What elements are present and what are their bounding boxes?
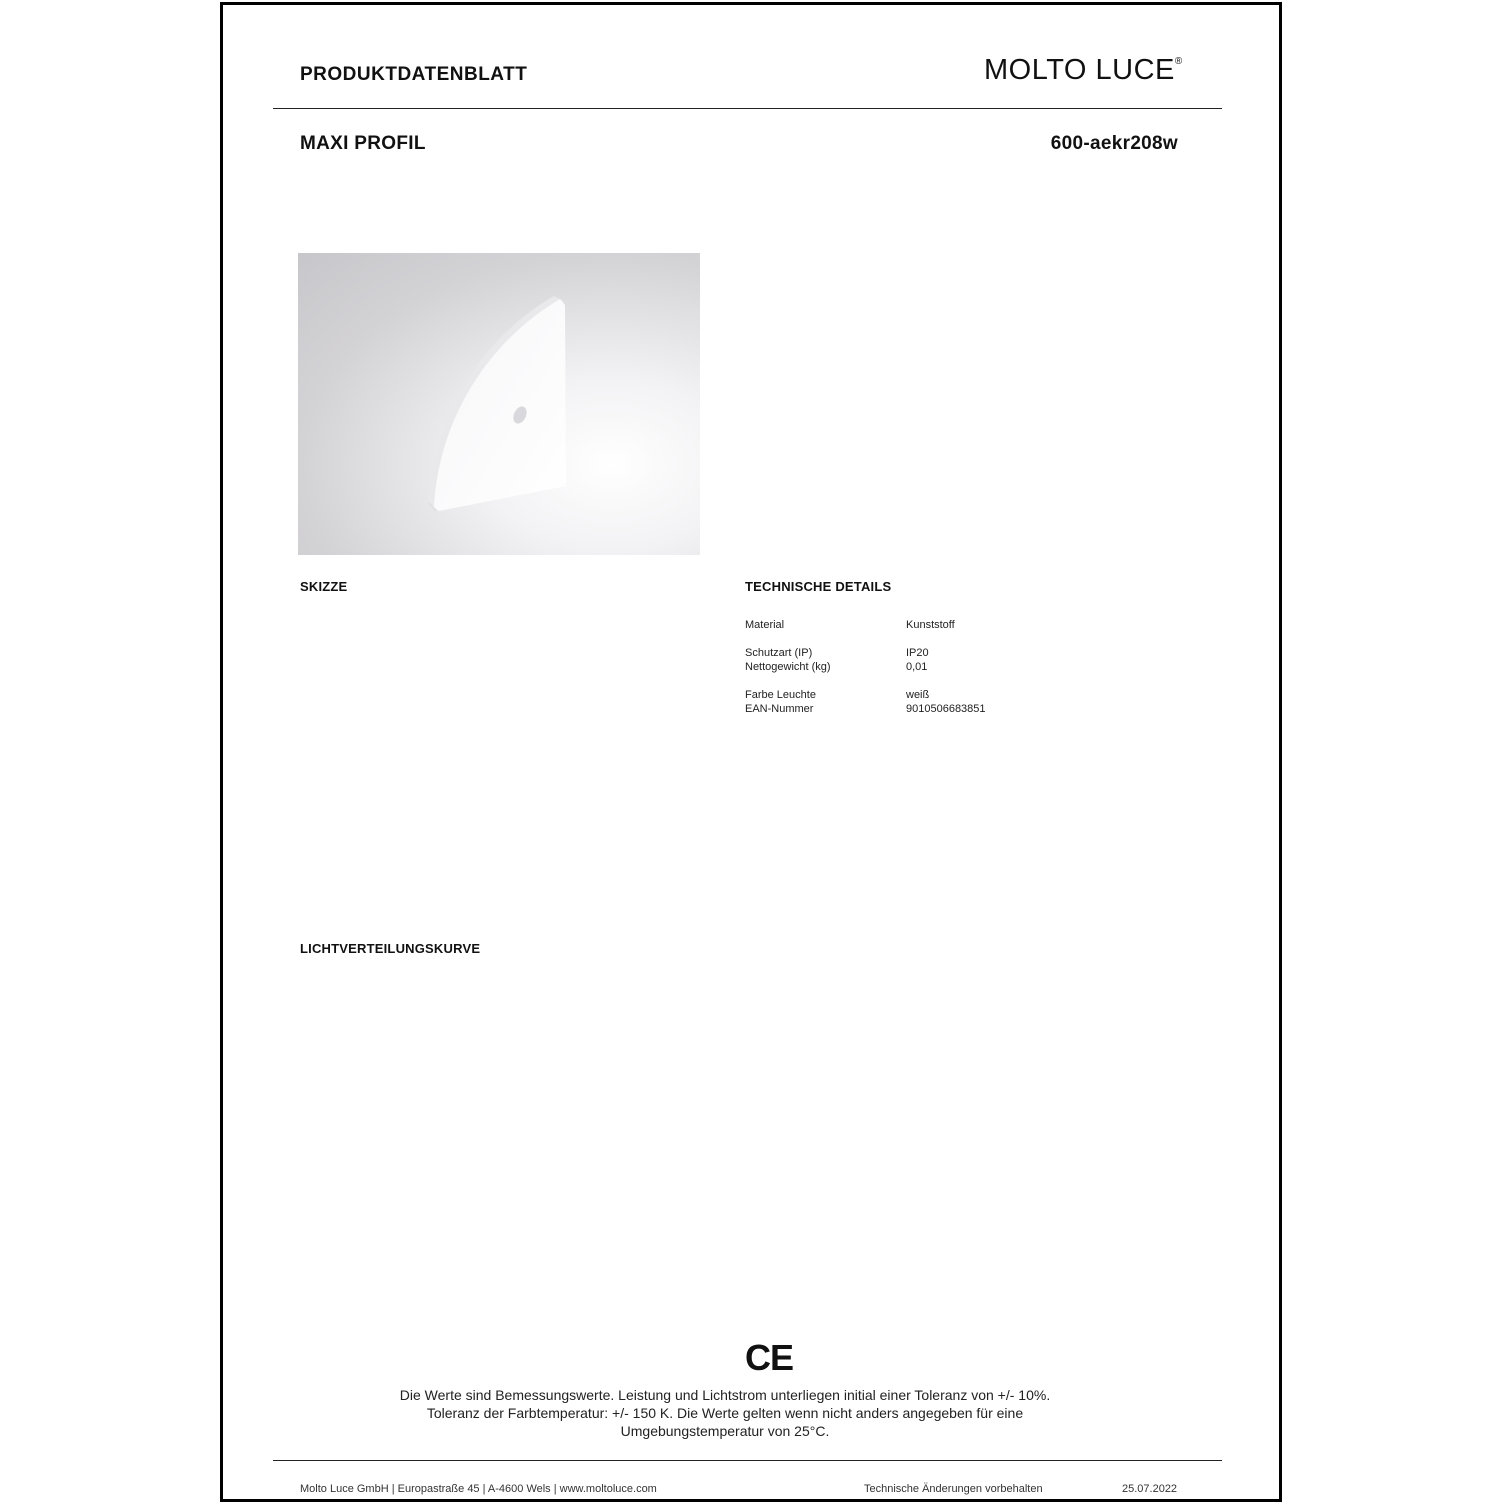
detail-label-weight: Nettogewicht (kg): [745, 661, 831, 673]
detail-label-protection: Schutzart (IP): [745, 647, 813, 659]
footer-disclaimer: Technische Änderungen vorbehalten: [864, 1483, 1043, 1495]
product-photo: [298, 253, 700, 555]
detail-label-color: Farbe Leuchte: [745, 689, 816, 701]
footer-divider: [273, 1460, 1222, 1461]
datasheet-page: [220, 2, 1282, 1502]
document-title: PRODUKTDATENBLATT: [300, 64, 528, 85]
detail-value-material: Kunststoff: [906, 619, 955, 631]
detail-label-ean: EAN-Nummer: [745, 703, 814, 715]
detail-label-material: Material: [745, 619, 785, 631]
ce-mark: CE: [745, 1337, 794, 1378]
footer-company: Molto Luce GmbH | Europastraße 45 | A-4600 Wels | www.moltoluce.com: [300, 1483, 657, 1495]
light-distribution-heading: LICHTVERTEILUNGSKURVE: [300, 941, 481, 956]
brand-logo: [984, 54, 1183, 87]
product-code: 600-aekr208w: [1050, 133, 1178, 154]
detail-value-weight: 0,01: [906, 661, 928, 673]
sketch-heading: SKIZZE: [300, 579, 348, 594]
product-end-cap-image: [298, 253, 700, 555]
note-line-1: Die Werte sind Bemessungswerte. Leistung und Lichtstrom unterliegen initial einer Toleranz von +/- 10%.: [399, 1387, 1051, 1403]
note-line-2: Toleranz der Farbtemperatur: +/- 150 K. Die Werte gelten wenn nicht anders angegeben für eine: [426, 1405, 1024, 1421]
header-divider: [273, 108, 1222, 109]
detail-value-color: weiß: [906, 689, 930, 701]
technical-details-heading: TECHNISCHE DETAILS: [745, 579, 892, 594]
detail-value-protection: IP20: [906, 647, 929, 659]
product-name: MAXI PROFIL: [300, 133, 426, 154]
registered-mark: ®: [1174, 56, 1183, 67]
detail-value-ean: 9010506683851: [906, 703, 986, 715]
brand-logo-text: MOLTO LUCE: [984, 54, 1175, 86]
footer-date: 25.07.2022: [1122, 1483, 1178, 1495]
note-line-3: Umgebungstemperatur von 25°C.: [620, 1423, 830, 1439]
